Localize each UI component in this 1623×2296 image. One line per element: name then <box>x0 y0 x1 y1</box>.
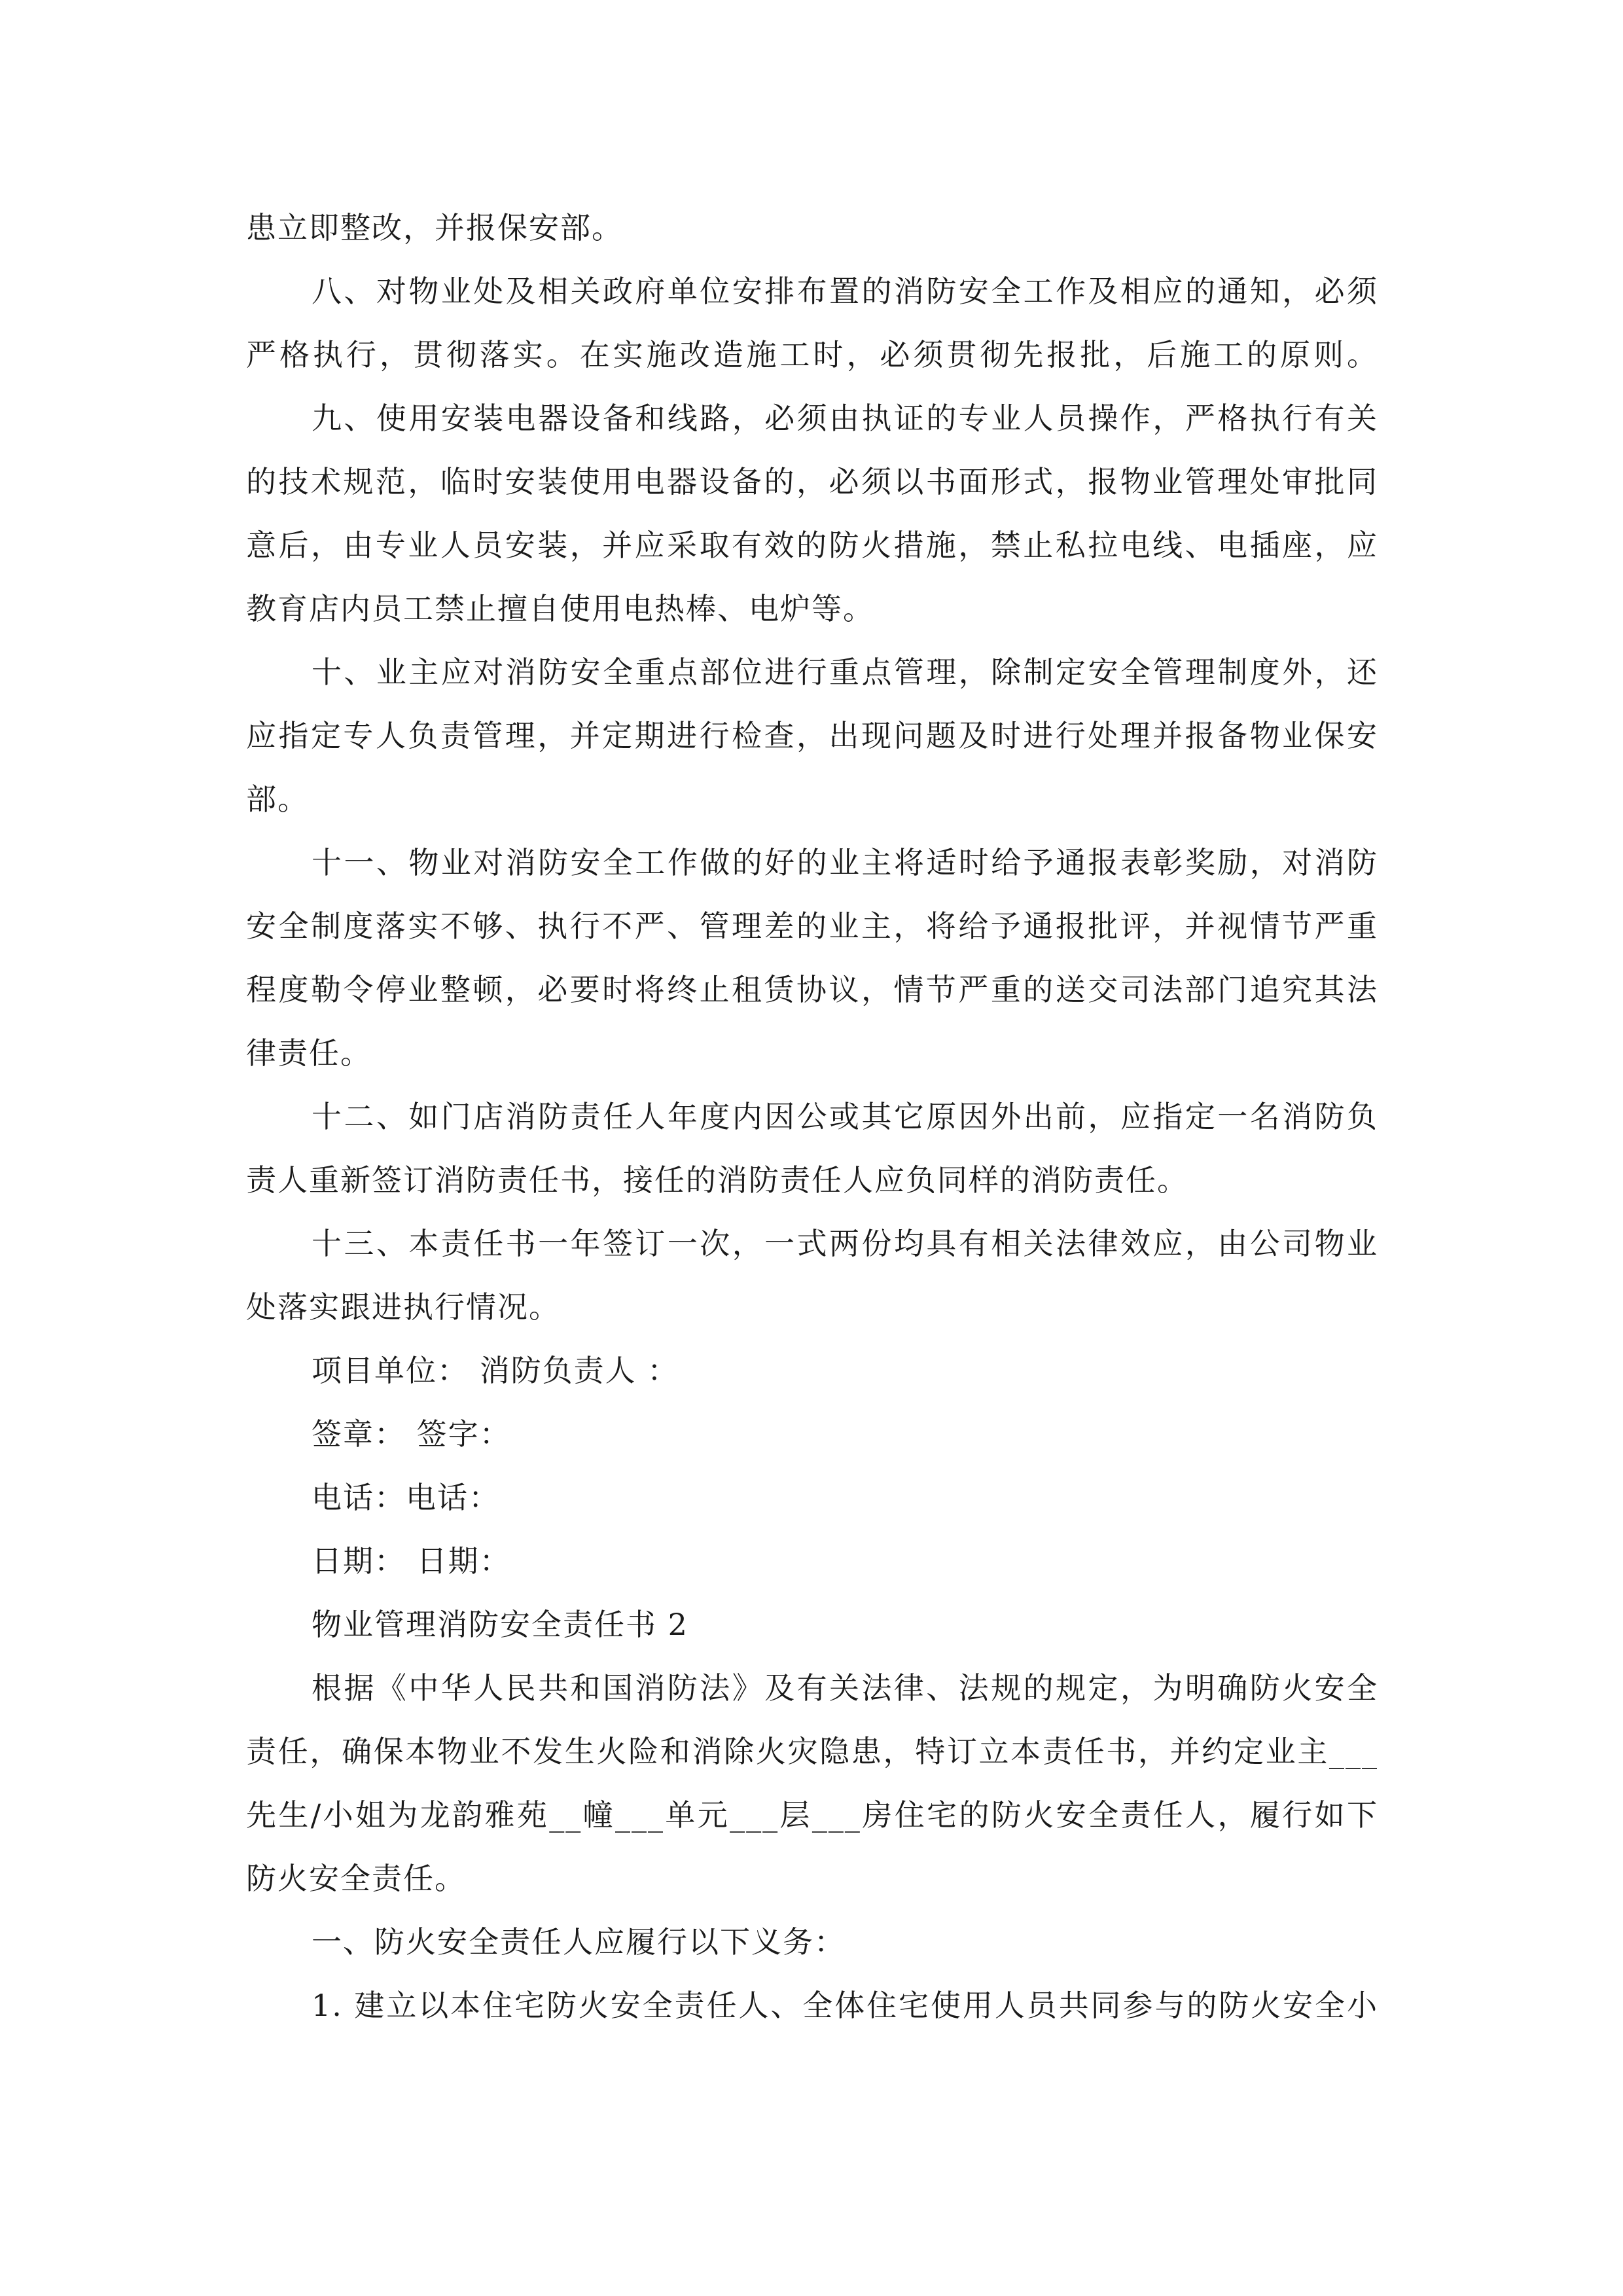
section-title: 物业管理消防安全责任书 2 <box>312 1607 688 1642</box>
text-line: 防火安全责任。 <box>246 1861 466 1896</box>
text-line: 程度勒令停业整顿，必要时将终止租赁协议，情节严重的送交司法部门追究其法 <box>246 972 1378 1007</box>
text-line: 严格执行，贯彻落实。在实施改造施工时，必须贯彻先报批，后施工的原则。 <box>246 337 1378 372</box>
text-line: 教育店内员工禁止擅自使用电热棒、电炉等。 <box>246 591 874 626</box>
text-line: 十三、本责任书一年签订一次，一式两份均具有相关法律效应，由公司物业 <box>312 1226 1378 1261</box>
signature-field-seal: 签章： 签字： <box>312 1416 511 1452</box>
text-line: 安全制度落实不够、执行不严、管理差的业主，将给予通报批评，并视情节严重 <box>246 908 1378 944</box>
signature-field-unit: 项目单位： 消防负责人 ： <box>312 1353 679 1388</box>
text-line: 责人重新签订消防责任书，接任的消防责任人应负同样的消防责任。 <box>246 1162 1188 1198</box>
text-line: 九、使用安装电器设备和线路，必须由执证的专业人员操作，严格执行有关 <box>312 401 1378 436</box>
text-line: 意后，由专业人员安装，并应采取有效的防火措施，禁止私拉电线、电插座，应 <box>246 528 1378 563</box>
text-line: 根据《中华人民共和国消防法》及有关法律、法规的规定，为明确防火安全 <box>312 1670 1378 1706</box>
text-line: 十二、如门店消防责任人年度内因公或其它原因外出前，应指定一名消防负 <box>312 1099 1378 1134</box>
text-line: 的技术规范，临时安装使用电器设备的，必须以书面形式，报物业管理处审批同 <box>246 464 1378 499</box>
text-line: 一、防火安全责任人应履行以下义务： <box>312 1924 846 1960</box>
document-body <box>246 196 1378 2037</box>
text-line: 应指定专人负责管理，并定期进行检查，出现问题及时进行处理并报备物业保安 <box>246 718 1378 753</box>
text-line: 患立即整改，并报保安部。 <box>246 210 623 245</box>
text-line: 部。 <box>246 781 309 817</box>
text-line: 先生/小姐为龙韵雅苑__幢___单元___层___房住宅的防火安全责任人，履行如下 <box>246 1797 1378 1833</box>
text-line: 律责任。 <box>246 1035 372 1071</box>
text-line: 处落实跟进执行情况。 <box>246 1289 560 1325</box>
text-line: 八、对物业处及相关政府单位安排布置的消防安全工作及相应的通知，必须 <box>312 274 1378 309</box>
text-line: 十一、物业对消防安全工作做的好的业主将适时给予通报表彰奖励，对消防 <box>312 845 1378 880</box>
signature-field-date: 日期： 日期： <box>312 1543 511 1579</box>
signature-field-phone: 电话：电话： <box>312 1480 500 1515</box>
text-line: 1. 建立以本住宅防火安全责任人、全体住宅使用人员共同参与的防火安全小 <box>312 1988 1378 2023</box>
text-line: 责任，确保本物业不发生火险和消除火灾隐患，特订立本责任书，并约定业主___ <box>246 1734 1378 1769</box>
text-line: 十、业主应对消防安全重点部位进行重点管理，除制定安全管理制度外，还 <box>312 655 1378 690</box>
